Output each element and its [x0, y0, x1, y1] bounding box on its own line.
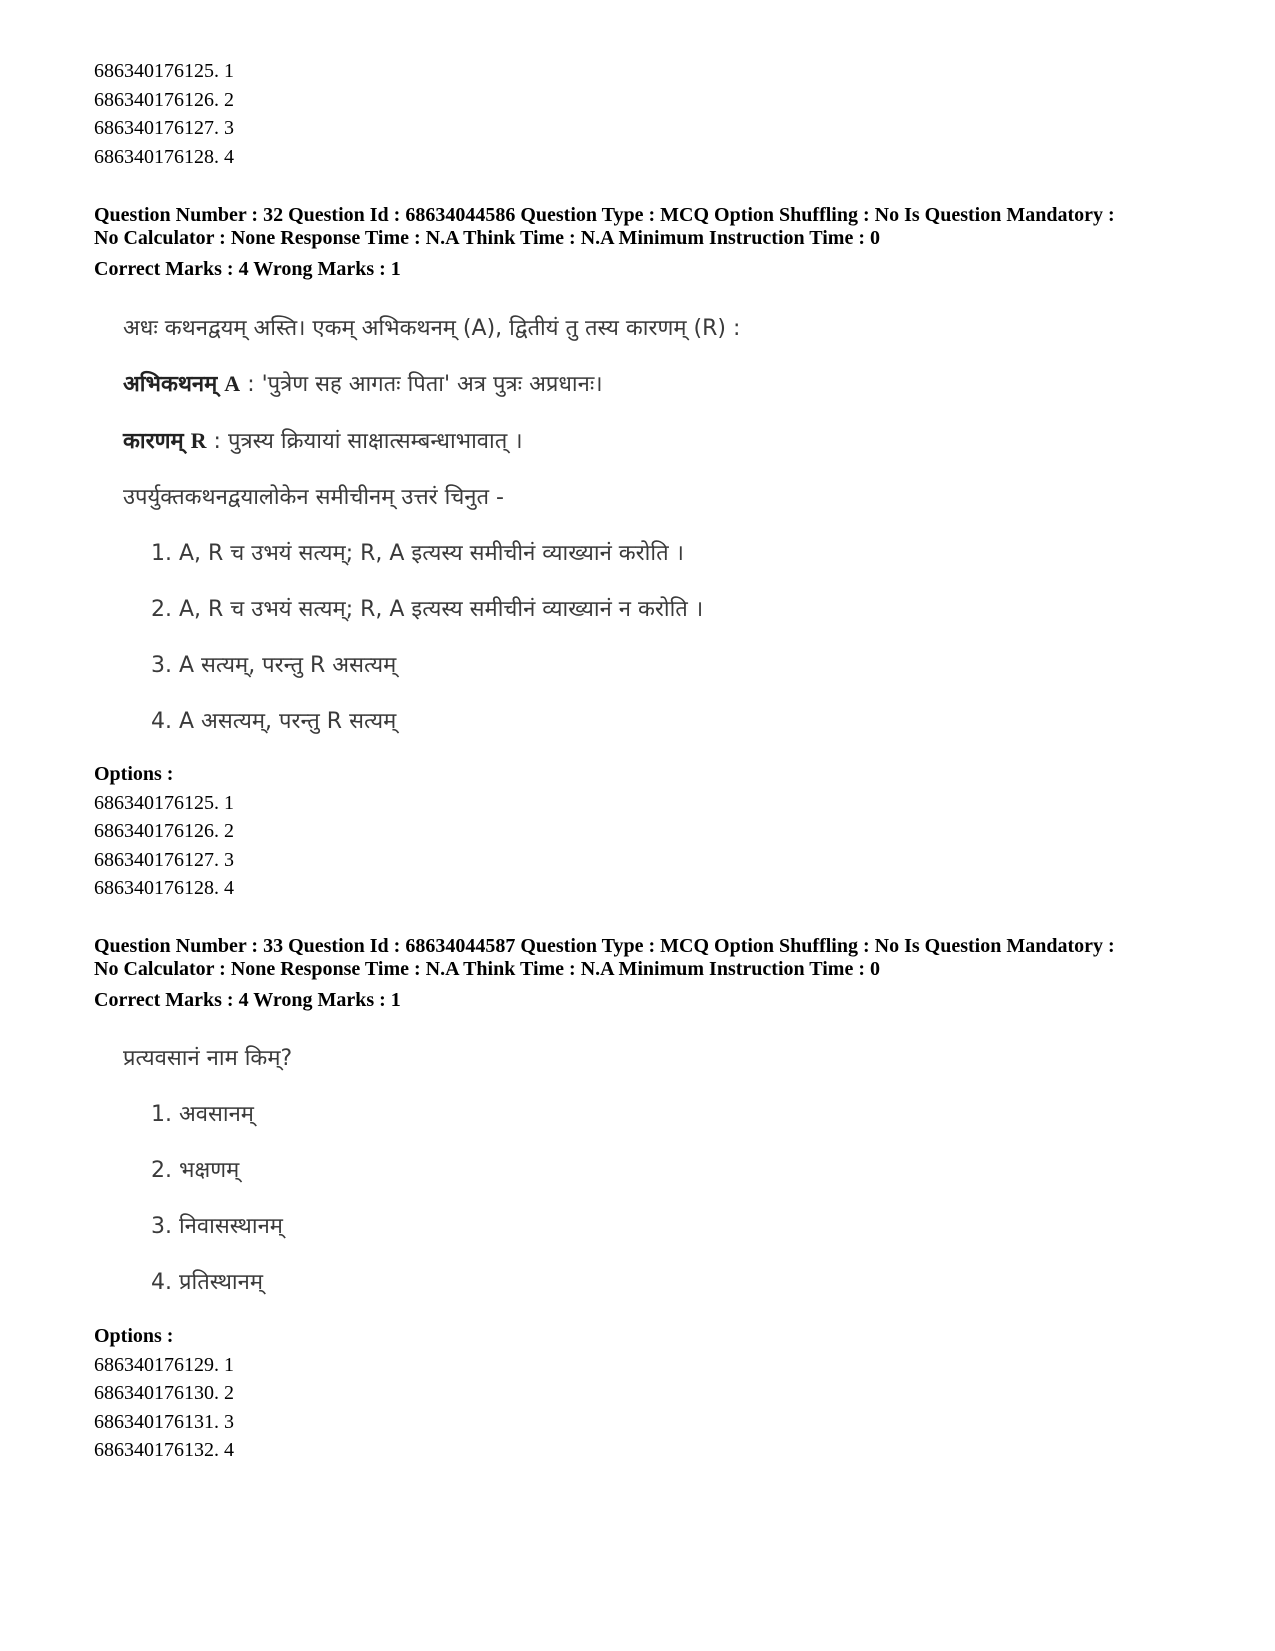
option-item: 686340176128. 4 [94, 145, 234, 168]
question-meta-line-2: No Calculator : None Response Time : N.A Think Time : N.A Minimum Instruction Time : 0 [94, 227, 880, 249]
option-item: 686340176126. 2 [94, 820, 234, 842]
answer-choice: 3. निवासस्थानम् [151, 1214, 283, 1239]
option-item: 686340176129. 1 [94, 1353, 234, 1376]
reason-letter: R [190, 428, 207, 453]
question-marks: Correct Marks : 4 Wrong Marks : 1 [94, 258, 401, 280]
question-marks: Correct Marks : 4 Wrong Marks : 1 [94, 989, 401, 1011]
question-meta-line-1: Question Number : 33 Question Id : 68634044587 Question Type : MCQ Option Shuffling : No Is Question Mandatory : [94, 935, 1115, 957]
option-item: 686340176130. 2 [94, 1382, 234, 1404]
options-label: Options : [94, 763, 174, 785]
answer-choice: 2. A, R च उभयं सत्यम्; R, A इत्यस्य समीचीनं व्याख्यानं न करोति । [151, 597, 704, 622]
assertion-letter: A [224, 371, 241, 396]
reason-label: कारणम् [123, 429, 184, 454]
question-32-header [94, 204, 1204, 284]
question-32-options [94, 760, 234, 903]
option-item: 686340176128. 4 [94, 877, 234, 899]
question-32-intro: अधः कथनद्वयम् अस्ति। एकम् अभिकथनम् (A), द्वितीयं तु तस्य कारणम् (R) : [123, 316, 741, 341]
question-32-reason [123, 425, 523, 455]
question-33-options [94, 1322, 234, 1465]
option-item: 686340176126. 2 [94, 88, 234, 111]
option-item: 686340176127. 3 [94, 848, 234, 871]
answer-choice: 2. भक्षणम् [151, 1158, 240, 1183]
question-meta-line-2: No Calculator : None Response Time : N.A Think Time : N.A Minimum Instruction Time : 0 [94, 958, 880, 980]
answer-choice: 3. A सत्यम्, परन्तु R असत्यम् [151, 653, 397, 678]
answer-choice: 1. अवसानम् [151, 1102, 254, 1127]
assertion-text: : 'पुत्रेण सह आगतः पिता' अत्र पुत्रः अप्रधानः। [247, 372, 603, 397]
question-32-assertion [123, 368, 603, 398]
option-item: 686340176125. 1 [94, 791, 234, 814]
option-item: 686340176127. 3 [94, 117, 234, 139]
question-meta-line-1: Question Number : 32 Question Id : 68634044586 Question Type : MCQ Option Shuffling : No Is Question Mandatory : [94, 204, 1115, 226]
option-item: 686340176132. 4 [94, 1439, 234, 1461]
question-33-text: प्रत्यवसानं नाम किम्? [123, 1046, 293, 1071]
option-item: 686340176131. 3 [94, 1410, 234, 1433]
previous-options-list [94, 57, 234, 171]
assertion-label: अभिकथनम् [123, 372, 218, 397]
question-32-instruction: उपर्युक्तकथनद्वयालोकेन समीचीनम् उत्तरं चिनुत - [123, 485, 504, 510]
reason-text: : पुत्रस्य क्रियायां साक्षात्सम्बन्धाभावात् । [213, 429, 523, 454]
answer-choice: 4. A असत्यम्, परन्तु R सत्यम् [151, 709, 397, 734]
option-item: 686340176125. 1 [94, 60, 234, 82]
answer-choice: 4. प्रतिस्थानम् [151, 1270, 263, 1295]
options-label: Options : [94, 1325, 174, 1347]
question-33-header [94, 935, 1204, 1015]
answer-choice: 1. A, R च उभयं सत्यम्; R, A इत्यस्य समीचीनं व्याख्यानं करोति । [151, 541, 684, 566]
